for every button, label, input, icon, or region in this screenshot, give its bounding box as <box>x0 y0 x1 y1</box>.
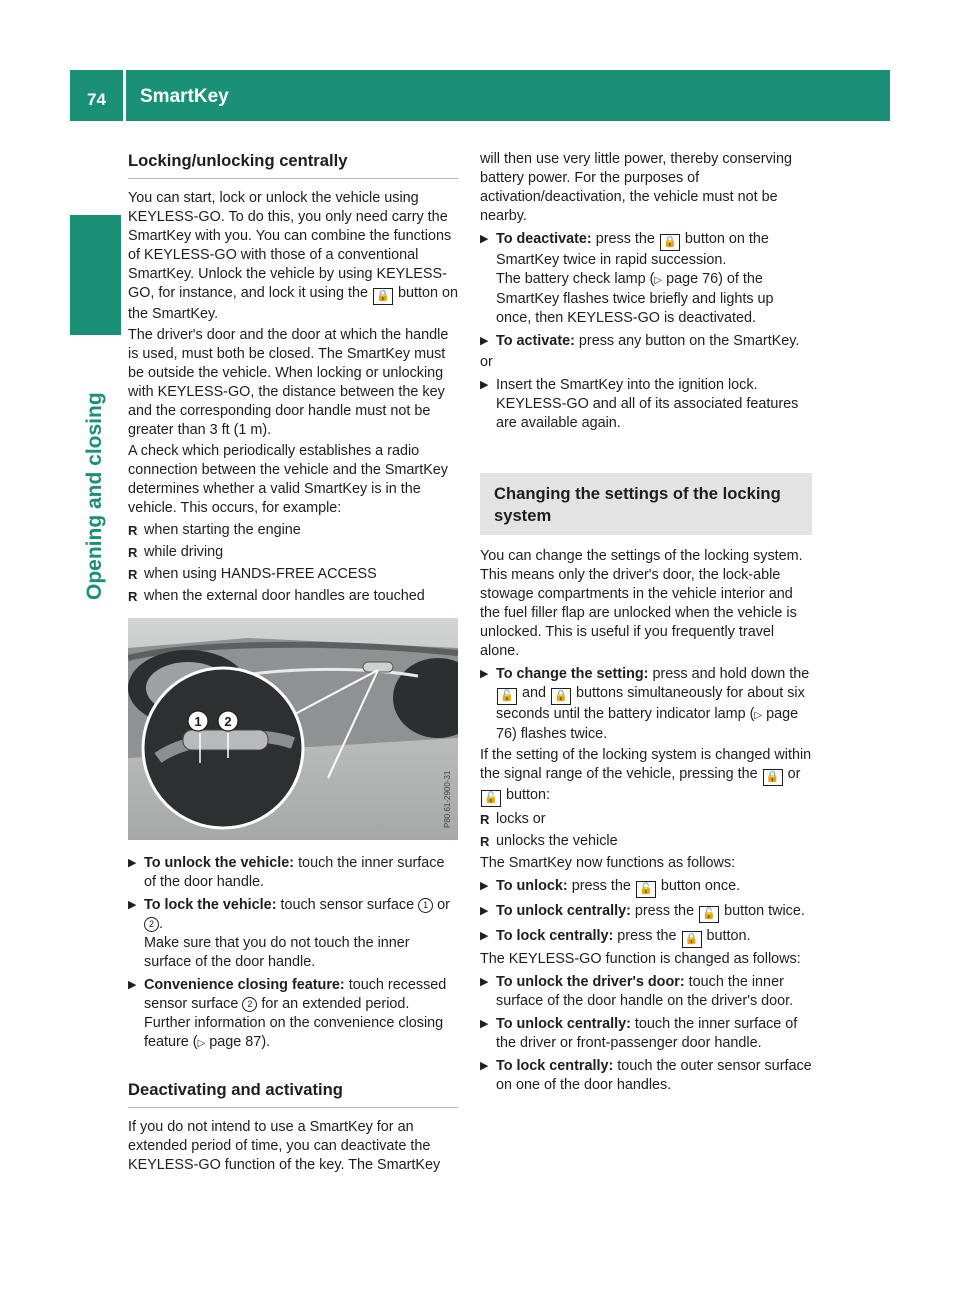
paragraph: If you do not intend to use a SmartKey for an extended period of time, you can deactivate the KEYLESS-GO function of the key. The SmartKey <box>128 1119 441 1173</box>
instruction-step <box>128 976 458 1053</box>
step-label: To activate: <box>496 333 575 349</box>
step-text: or <box>437 897 450 913</box>
or-text: or <box>480 354 493 370</box>
step-text: touch the inner surface of the driver or front-passenger door handle. <box>496 1016 798 1051</box>
bullet-text: while driving <box>144 544 224 560</box>
text: You can start, lock or unlock the vehicle using KEYLESS-GO. To do this, you only need carry the SmartKey with you. You can combine the functions of KEYLESS-GO with those of a conventional SmartKey. Unlock the vehicle by using KEYLESS-GO, for instance, and lock it using the <box>128 190 452 301</box>
step-label: To unlock centrally: <box>496 1016 631 1032</box>
instruction-step <box>480 902 812 923</box>
page-header <box>70 70 890 121</box>
paragraph: You can change the settings of the locking system. This means only the driver's door, the lock-able stowage compartments in the vehicle interior and the fuel filler flap are unlocked when the vehicle is unlocked. This is useful if you frequently travel alone. <box>480 548 803 659</box>
arrow-right-icon: ▶ <box>480 1018 489 1030</box>
page-ref-icon: ▷ <box>197 1038 206 1049</box>
callout-2-icon: 2 <box>144 917 159 932</box>
step-label: To change the setting: <box>496 666 649 682</box>
lock-icon: 🔒 <box>551 688 571 705</box>
lock-icon: 🔒 <box>660 234 680 251</box>
step-text: button on the SmartKey twice in rapid succession. <box>496 231 769 268</box>
text: button on the SmartKey. <box>128 285 458 322</box>
r-bullet-icon: R <box>480 812 490 827</box>
r-bullet-icon: R <box>128 523 138 538</box>
list-item <box>480 810 812 829</box>
instruction-step <box>480 927 812 948</box>
list-item <box>480 832 812 851</box>
step-text: touch the inner surface of the door handle on the driver's door. <box>496 974 794 1009</box>
note-text: The battery check lamp ( <box>496 271 655 287</box>
unlock-icon: 🔓 <box>699 906 719 923</box>
lock-icon: 🔒 <box>373 288 393 305</box>
step-text: page 76) flashes twice. <box>496 706 799 742</box>
step-text: press any button on the SmartKey. <box>578 333 800 349</box>
bullet-text: when the external door handles are touched <box>144 588 425 604</box>
right-column <box>480 150 812 1097</box>
list-item <box>128 543 458 562</box>
arrow-right-icon: ▶ <box>480 905 489 917</box>
arrow-right-icon: ▶ <box>480 880 489 892</box>
page-number: 74 <box>87 90 106 109</box>
step-text: button. <box>706 928 751 944</box>
section-heading: Locking/unlocking centrally <box>128 150 458 179</box>
page-ref-icon: ▷ <box>654 275 663 286</box>
lock-icon: 🔒 <box>763 769 783 786</box>
step-label: To unlock the vehicle: <box>144 855 295 871</box>
text: button: <box>506 787 551 803</box>
step-text: for an extended period. <box>261 996 410 1012</box>
car-illustration <box>128 618 458 840</box>
arrow-right-icon: ▶ <box>480 335 489 347</box>
instruction-step <box>480 1057 812 1095</box>
page-title: SmartKey <box>140 86 229 107</box>
figure-code: P80.61-2900-31 <box>443 770 452 828</box>
step-text: press the <box>617 928 677 944</box>
r-bullet-icon: R <box>480 834 490 849</box>
step-label: To unlock centrally: <box>496 903 631 919</box>
step-text: button twice. <box>724 903 805 919</box>
note-text: Further information on the convenience closing feature ( <box>144 1015 444 1050</box>
paragraph: will then use very little power, thereby conserving battery power. For the purposes of activation/deactivation, the vehicle must not be nearby. <box>480 151 792 224</box>
paragraph <box>480 746 812 807</box>
left-column <box>128 150 458 1177</box>
paragraph: The SmartKey now functions as follows: <box>480 855 736 871</box>
step-text: press and hold down the <box>652 666 810 682</box>
section-heading: Deactivating and activating <box>128 1079 458 1108</box>
arrow-right-icon: ▶ <box>128 979 137 991</box>
door-handle-figure <box>128 618 458 840</box>
text: or <box>787 766 801 782</box>
arrow-right-icon: ▶ <box>480 976 489 988</box>
bullet-text: locks or <box>496 811 546 827</box>
instruction-step <box>480 877 812 898</box>
paragraph: A check which periodically establishes a radio connection between the vehicle and the SmartKey determines whether a valid SmartKey is in the vehicle. This occurs, for example: <box>128 443 448 516</box>
callout-1-icon: 1 <box>418 898 433 913</box>
page-ref-icon: ▷ <box>754 710 763 721</box>
step-text: and <box>522 685 547 701</box>
callout-2: 2 <box>224 714 232 729</box>
step-note <box>144 1014 458 1053</box>
callout-2-icon: 2 <box>242 997 257 1012</box>
instruction-step <box>480 973 812 1011</box>
lock-icon: 🔒 <box>682 931 702 948</box>
list-item <box>128 587 458 606</box>
step-label: To lock the vehicle: <box>144 897 277 913</box>
instruction-step <box>480 376 812 433</box>
unlock-icon: 🔓 <box>481 790 501 807</box>
step-text: touch the inner surface of the door handle. <box>144 855 445 890</box>
step-text: press the <box>571 878 631 894</box>
list-item <box>128 521 458 540</box>
note-text: page 76) of the SmartKey flashes twice briefly and lights up once, then KEYLESS-GO is deactivated. <box>496 271 774 326</box>
paragraph: The KEYLESS-GO function is changed as follows: <box>480 951 801 967</box>
step-text: . <box>159 916 163 932</box>
arrow-right-icon: ▶ <box>128 857 137 869</box>
arrow-right-icon: ▶ <box>480 930 489 942</box>
arrow-right-icon: ▶ <box>480 668 489 680</box>
step-label: To lock centrally: <box>496 1058 614 1074</box>
step-label: To unlock the driver's door: <box>496 974 685 990</box>
bullet-text: when starting the engine <box>144 522 301 538</box>
step-text: touch sensor surface <box>280 897 415 913</box>
arrow-right-icon: ▶ <box>480 379 489 391</box>
section-title: Opening and closing <box>83 392 106 600</box>
arrow-right-icon: ▶ <box>480 233 489 245</box>
list-item <box>128 565 458 584</box>
step-text: Insert the SmartKey into the ignition lock. KEYLESS-GO and all of its associated features are available again. <box>496 377 799 431</box>
page-link[interactable]: page 87). <box>209 1034 271 1050</box>
step-text: buttons simultaneously for about six seconds until the battery indicator lamp ( <box>496 685 805 722</box>
arrow-right-icon: ▶ <box>480 1060 489 1072</box>
step-label: Convenience closing feature: <box>144 977 345 993</box>
step-note: Make sure that you do not touch the inner surface of the door handle. <box>144 935 410 970</box>
step-text: touch the outer sensor surface on one of the door handles. <box>496 1058 812 1093</box>
step-text: press the <box>595 231 655 247</box>
section-tab <box>70 215 121 335</box>
instruction-step <box>480 230 812 328</box>
step-note <box>496 270 812 328</box>
arrow-right-icon: ▶ <box>128 899 137 911</box>
text: If the setting of the locking system is changed within the signal range of the vehicle, pressing the <box>480 747 812 782</box>
step-label: To unlock: <box>496 878 568 894</box>
step-label: To lock centrally: <box>496 928 614 944</box>
r-bullet-icon: R <box>128 545 138 560</box>
paragraph <box>128 189 458 324</box>
instruction-step <box>128 854 458 892</box>
instruction-step <box>480 332 812 351</box>
instruction-step <box>480 1015 812 1053</box>
r-bullet-icon: R <box>128 589 138 604</box>
step-text: touch recessed sensor surface <box>144 977 447 1012</box>
r-bullet-icon: R <box>128 567 138 582</box>
step-text: press the <box>634 903 695 919</box>
callout-1: 1 <box>194 714 202 729</box>
section-heading-box: Changing the settings of the locking system <box>480 473 812 535</box>
header-divider <box>123 70 126 121</box>
instruction-step <box>128 896 458 972</box>
bullet-text: when using HANDS-FREE ACCESS <box>144 566 377 582</box>
step-label: To deactivate: <box>496 231 592 247</box>
paragraph: The driver's door and the door at which the handle is used, must both be closed. The SmartKey must be outside the vehicle. When locking or unlocking with KEYLESS-GO, the distance between the key and the corresponding door handle must not be greater than 3 ft (1 m). <box>128 327 449 438</box>
step-text: button once. <box>660 878 741 894</box>
unlock-icon: 🔓 <box>636 881 656 898</box>
bullet-text: unlocks the vehicle <box>496 833 618 849</box>
unlock-icon: 🔓 <box>497 688 517 705</box>
instruction-step <box>480 665 812 744</box>
